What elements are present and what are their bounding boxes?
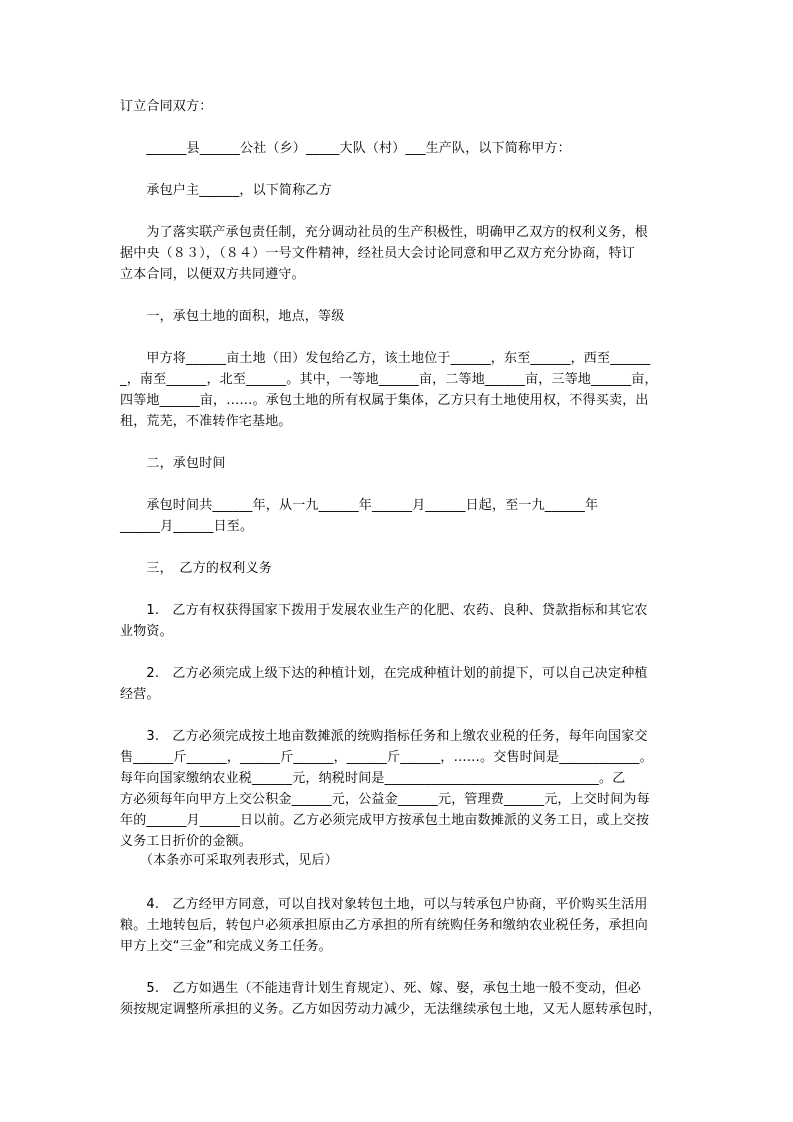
section-2-line: 承包时间共______年，从一九______年______月______日起，至一九______年 (120, 498, 599, 513)
party-b-line: 承包户主______，以下简称乙方 (120, 183, 332, 198)
section-1-line: 四等地______亩，……。承包土地的所有权属于集体，乙方只有土地使用权，不得买卖，出 (120, 393, 649, 408)
opening-line: 订立合同双方： (120, 99, 213, 114)
section-1-line: 租，荒芜，不准转作宅基地。 (120, 414, 292, 429)
preamble-line: 据中央（８３），（８４）一号文件精神，经社员大会讨论同意和甲乙双方充分协商，特订 (120, 246, 636, 261)
clause-2-line: 经营。 (120, 687, 160, 702)
clause-3-line: 每年向国家缴纳农业税______元，纳税时间是________________________________。乙 (120, 771, 626, 786)
clause-1-line: 业物资。 (120, 624, 173, 639)
section-1-line: _，南至______，北至______。其中，一等地______亩，二等地______亩，三等地______亩， (120, 372, 658, 387)
clause-4-line: 4. 乙方经甲方同意，可以自找对象转包土地，可以与转承包户协商，平价购买生活用 (120, 897, 648, 912)
section-heading-1: 一，承包土地的面积，地点，等级 (120, 309, 345, 324)
clause-3-line: 3. 乙方必须完成按土地亩数摊派的统购指标任务和上缴农业税的任务，每年向国家交 (120, 729, 648, 744)
section-heading-2: 二，承包时间 (120, 456, 226, 471)
clause-3-line: 义务工日折价的金额。 (120, 834, 253, 849)
section-1-line: 甲方将______亩土地（田）发包给乙方，该土地位于______，东至______，西至______ (120, 351, 651, 366)
party-a-line: ______县______公社（乡）_____大队（村）___生产队，以下简称甲方： (120, 141, 571, 156)
preamble-line: 为了落实联产承包责任制，充分调动社员的生产积极性，明确甲乙双方的权利义务，根 (120, 225, 649, 240)
clause-3-line: 年的______月______日以前。乙方必须完成甲方按承包土地亩数摊派的义务工日，或上交按 (120, 813, 650, 828)
clause-5-line: 须按规定调整所承担的义务。乙方如因劳动力减少，无法继续承包土地，又无人愿转承包时， (120, 1002, 662, 1017)
preamble-line: 立本合同，以便双方共同遵守。 (120, 267, 305, 282)
clause-3-line: 售______斤______，______斤______，______斤______，……。交售时间是____________。 (120, 750, 653, 765)
section-heading-3: 三， 乙方的权利义务 (120, 561, 272, 576)
clause-3-note: （本条亦可采取列表形式，见后） (120, 853, 338, 868)
clause-4-line: 甲方上交“三金”和完成义务工任务。 (120, 939, 332, 954)
clause-2-line: 2. 乙方必须完成上级下达的种植计划，在完成种植计划的前提下，可以自己决定种植 (120, 666, 648, 681)
clause-4-line: 粮。土地转包后，转包户必须承担原由乙方承担的所有统购任务和缴纳农业税任务，承担向 (120, 918, 649, 933)
clause-5-line: 5. 乙方如遇生（不能违背计划生育规定）、死、嫁、娶，承包土地一般不变动，但必 (120, 981, 642, 996)
section-2-line: ______月______日至。 (120, 519, 254, 534)
clause-1-line: 1. 乙方有权获得国家下拨用于发展农业生产的化肥、农药、良种、贷款指标和其它农 (120, 603, 648, 618)
clause-3-line: 方必须每年向甲方上交公积金______元，公益金______元，管理费______元，上交时间为每 (120, 792, 650, 807)
